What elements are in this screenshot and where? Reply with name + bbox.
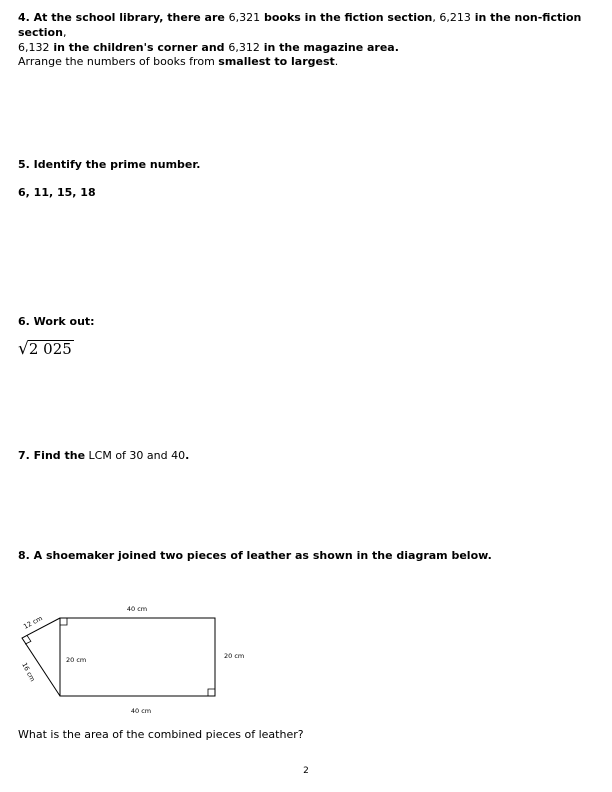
q4-number-magazine: 6,312	[228, 41, 260, 54]
q4-text-5: ,	[62, 26, 67, 39]
page-number: 2	[303, 766, 309, 776]
label-top: 40 cm	[126, 605, 148, 613]
q4-text-1: 4. At the school library, there are	[18, 11, 229, 24]
q7-mid: LCM of 30 and 40	[85, 449, 186, 462]
q7-pre: 7. Find the	[18, 449, 86, 462]
label-triangle-lower: 16 cm	[20, 661, 37, 683]
q4-text-6: in the children's corner and	[49, 41, 229, 54]
q4-text-3: ,	[432, 11, 440, 24]
square-root-icon: √	[18, 339, 29, 359]
q4-number-fiction: 6,321	[228, 11, 261, 24]
right-angle-mark-triangle	[25, 635, 31, 644]
q4-instr-bold: smallest to largest	[218, 55, 335, 68]
label-bottom: 40 cm	[130, 707, 152, 715]
q7-post: .	[185, 449, 190, 462]
q4-instr-post: .	[334, 55, 339, 68]
label-inner: 20 cm	[66, 656, 87, 664]
q6-title: 6. Work out:	[18, 315, 95, 328]
q4-text-7: in the magazine area.	[259, 41, 399, 54]
q4-number-children: 6,132	[18, 41, 50, 54]
q4-text-2: books in the fiction section	[260, 11, 433, 24]
q8-title: 8. A shoemaker joined two pieces of leather as shown in the diagram below.	[18, 549, 492, 562]
q4-number-nonfiction: 6,213	[439, 11, 471, 24]
q6-radicand: 2 025	[28, 340, 72, 358]
label-triangle-upper: 12 cm	[22, 614, 44, 631]
leather-diagram	[14, 598, 254, 720]
right-angle-mark-top-left	[60, 618, 67, 625]
right-angle-mark-bottom-right	[208, 689, 215, 696]
q4-instr-pre: Arrange the numbers of books from	[18, 55, 219, 68]
q4-instruction	[18, 54, 598, 69]
question-4	[18, 10, 598, 55]
q6-square-root-expression	[18, 339, 74, 359]
question-7	[18, 448, 598, 463]
q5-options: 6, 11, 15, 18	[18, 186, 96, 199]
q5-title: 5. Identify the prime number.	[18, 158, 201, 171]
label-right: 20 cm	[224, 652, 245, 660]
q4-text-4: in the non-fiction section	[18, 11, 582, 39]
q8-question: What is the area of the combined pieces of leather?	[18, 728, 304, 741]
